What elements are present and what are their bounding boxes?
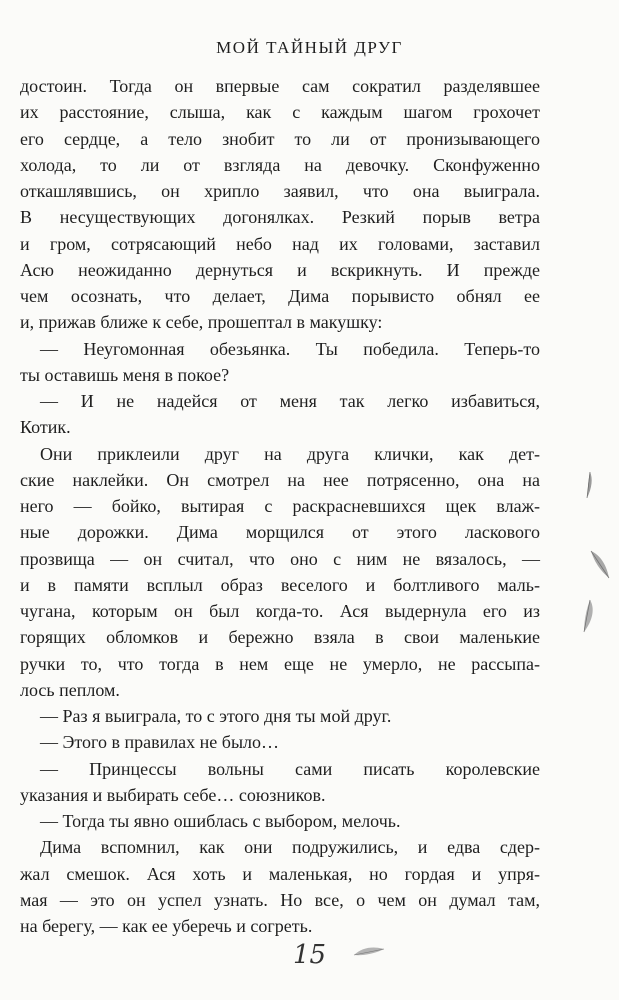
text-line: ские наклейки. Он смотрел на нее потрясенно, она на (20, 469, 540, 490)
text-line: ручки то, что тогда в нем еще не умерло, не рассыпа- (20, 653, 540, 674)
text-line: указания и выбирать себе… союзников. (20, 784, 326, 805)
text-line: прозвища — он считал, что оно с ним не вязалось, — (20, 548, 540, 569)
text-line: Котик. (20, 417, 71, 438)
text-line: него — бойко, вытирая с раскрасневшихся щек влаж- (20, 496, 540, 516)
text-line: на берегу, — как ее уберечь и согреть. (20, 916, 313, 936)
paragraph-start: Дима вспомнил, как они подружились, и едва сдер- (40, 837, 540, 858)
text-line: горящих обломков и бережно взяла в свои маленькие (20, 627, 540, 648)
feather-icon (582, 470, 596, 500)
text-line: чугана, которым он был когда-то. Ася выдернула его из (20, 601, 540, 621)
paragraph-start: Они приклеили друг на друга клички, как дет- (40, 443, 540, 464)
text-line: жал смешок. Ася хоть и маленькая, но гордая и упря- (20, 863, 540, 884)
running-head: МОЙ ТАЙНЫЙ ДРУГ (216, 38, 403, 57)
text-line: Асю неожиданно дернуться и вскрикнуть. И прежде (20, 259, 540, 280)
dialogue-line: — И не надейся от меня так легко избавиться, (40, 391, 540, 411)
feather-icon (588, 548, 612, 582)
text-line: достоин. Тогда он впервые сам сократил разделявшее (20, 76, 540, 96)
text-line: и в памяти всплыл образ веселого и болтливого маль- (20, 574, 540, 595)
text-line: лось пеплом. (20, 679, 120, 700)
text-line: мая — это он успел узнать. Но все, о чем он думал там, (20, 889, 540, 910)
dialogue-line: — Раз я выиграла, то с этого дня ты мой друг. (40, 706, 392, 726)
dialogue-line: — Неугомонная обезьянка. Ты победила. Теперь-то (40, 338, 540, 359)
text-line: ные дорожки. Дима морщился от этого ласкового (20, 522, 540, 543)
dialogue-line: — Этого в правилах не было… (40, 732, 280, 753)
feather-icon (578, 598, 598, 634)
dialogue-line: — Принцессы вольны сами писать королевские (40, 758, 540, 779)
text-line: и, прижав ближе к себе, прошептал в макушку: (20, 312, 383, 333)
text-line: его сердце, а тело знобит то ли от пронизывающего (20, 128, 540, 149)
text-line: ты оставишь меня в покое? (20, 364, 230, 385)
dialogue-line: — Тогда ты явно ошиблась с выбором, мелочь. (40, 811, 401, 831)
text-line: чем осознать, что делает, Дима порывисто обнял ее (20, 286, 540, 306)
text-line: и гром, сотрясающий небо над их головами, заставил (20, 233, 540, 254)
text-line: В несуществующих догонялках. Резкий порыв ветра (20, 207, 540, 228)
text-line: их расстояние, слыша, как с каждым шагом грохочет (20, 102, 540, 123)
body-text (20, 73, 540, 939)
text-line: холода, то ли от взгляда на девочку. Сконфуженно (20, 154, 540, 175)
page-number: 15 (292, 940, 327, 970)
text-line: откашлявшись, он хрипло заявил, что она выиграла. (20, 181, 540, 201)
